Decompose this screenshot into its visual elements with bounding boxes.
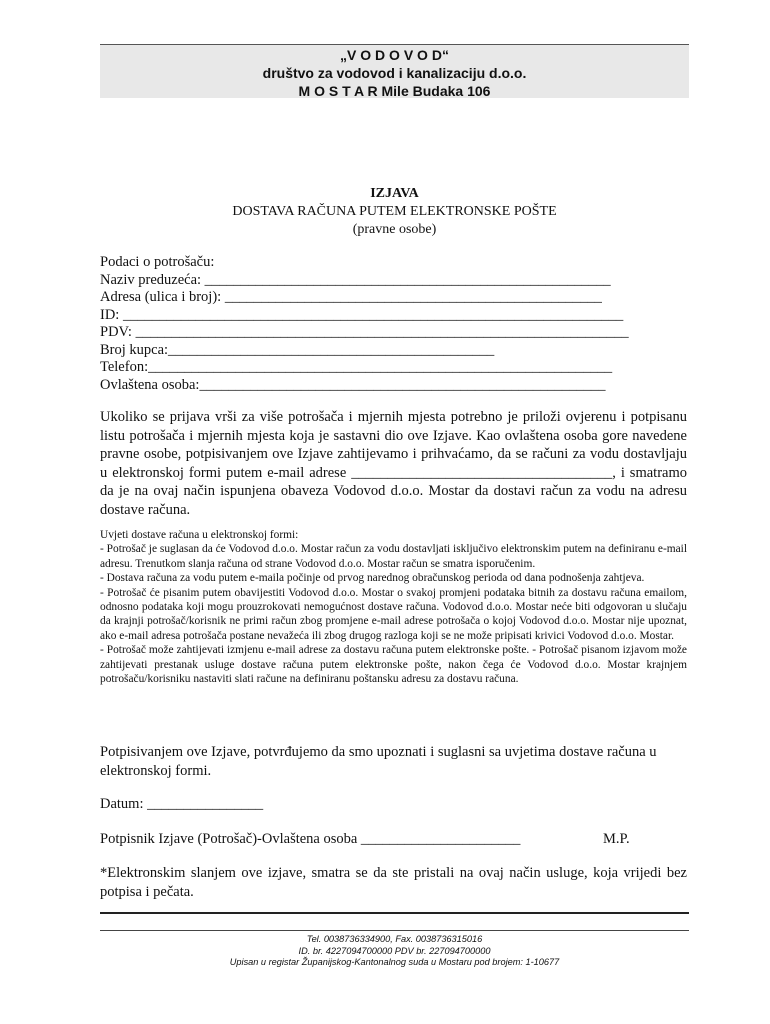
main-paragraph: Ukoliko se prijava vrši za više potrošača i mjernih mjesta potrebno je priloži ovjerenu i potpisanu listu potrošača i mjernih mjesta koja je sastavni dio ove Izjave. Kao ovlaštena osoba gore navedene pravne osobe, potpisivanjem ove Izjave zahtijevamo i prihvaćamo, da se računi za vodu dostavljaju u elektronskoj formi putem e-mail adrese ____________________________________, i smatramo da je na ovaj način ispunjena obaveza Vodovod d.o.o. Mostar da dostavi račun za vodu na adresu dostave računa. <box>100 409 687 518</box>
footnote: *Elektronskim slanjem ove izjave, smatra se da ste pristali na ovaj način usluge, koja vrijedi bez potpisa i pečata. <box>100 865 687 900</box>
document-title: IZJAVA <box>370 186 419 201</box>
signer-field: Potpisnik Izjave (Potrošač)-Ovlaštena osoba ______________________ <box>100 831 521 847</box>
field-id: ID: _____________________________________________________________________ <box>100 306 624 323</box>
consumer-fields <box>100 254 689 394</box>
footer-contact: Tel. 0038736334900, Fax. 0038736315016 <box>306 934 483 944</box>
condition-item: - Potrošač će pisanim putem obavijestiti Vodovod d.o.o. Mostar o svakoj promjeni podataka bitnih za dostavu računa emailom, odnosno podataka koji mogu prouzrokovati nemogućnost dostave računa. Vodovod d.o.o. Mostar neće biti odgovoran u slučaju da krajnji potrošač/korisnik ne primi račun zbog promjene e-mail adrese potrošača o kojoj Vodovod d.o.o. Mostar nije upoznat, ako e-mail adresa potrošača postane nevažeća ili zbog drugog razloga koji se ne može pripisati krivici Vodovod d.o.o. Mostar. <box>100 586 687 642</box>
field-pdv: PDV: ____________________________________________________________________ <box>100 324 629 340</box>
consumer-intro: Podaci o potrošaču: <box>100 254 215 270</box>
date-field: Datum: ________________ <box>100 796 264 812</box>
condition-item: - Dostava računa za vodu putem e-maila počinje od prvog narednog obračunskog perioda od dana podnošenja zahtjeva. <box>100 572 645 585</box>
footer-registry: Upisan u registar Županijskog-Kantonalnog suda u Mostaru pod brojem: 1-10677 <box>229 957 560 967</box>
document-note: (pravne osobe) <box>352 222 437 237</box>
document-subtitle: DOSTAVA RAČUNA PUTEM ELEKTRONSKE POŠTE <box>232 204 557 219</box>
footer-ids: ID. br. 4227094700000 PDV br. 227094700000 <box>298 945 491 956</box>
footer <box>100 934 689 969</box>
field-address: Adresa (ulica i broj): ____________________________________________________ <box>100 289 602 305</box>
company-header <box>100 44 689 98</box>
field-customer-number: Broj kupca:_____________________________________________ <box>100 341 495 358</box>
footer-divider-thin <box>100 930 689 931</box>
conditions-section <box>100 528 687 686</box>
company-name: „V O D O V O D“ <box>340 47 449 63</box>
confirmation-text: Potpisivanjem ove Izjave, potvrđujemo da smo upoznati i suglasni sa uvjetima dostave računa u elektronskoj formi. <box>100 744 657 779</box>
company-address: M O S T A R Mile Budaka 106 <box>298 83 491 99</box>
condition-item: - Potrošač je suglasan da će Vodovod d.o.o. Mostar račun za vodu dostavljati isključivo elektronskim putem na definiranu e-mail adresu. Trenutkom slanja računa od strane Vodovod d.o.o. Mostar račun se smatra isporučenim. <box>100 543 687 570</box>
field-phone: Telefon:________________________________________________________________ <box>100 359 613 375</box>
title-block <box>100 185 689 239</box>
field-authorized-person: Ovlaštena osoba:________________________________________________________ <box>100 376 606 393</box>
conditions-heading: Uvjeti dostave računa u elektronskoj formi: <box>100 529 299 541</box>
stamp-label: M.P. <box>603 831 630 847</box>
field-company-name: Naziv preduzeća: ________________________________________________________ <box>100 271 611 288</box>
footer-divider <box>100 912 689 914</box>
company-description: društvo za vodovod i kanalizaciju d.o.o. <box>262 65 527 81</box>
condition-item: - Potrošač može zahtijevati izmjenu e-mail adrese za dostavu računa putem elektronske pošte. - Potrošač pisanom izjavom može zahtijevati prestanak usluge dostave računa putem elektronske pošte, nakon čega će Vodovod d.o.o. Mostar krajnjem potrošaču/korisniku nastaviti slati račune na definiranu poštansku adresu za dostavu računa. <box>100 644 687 686</box>
